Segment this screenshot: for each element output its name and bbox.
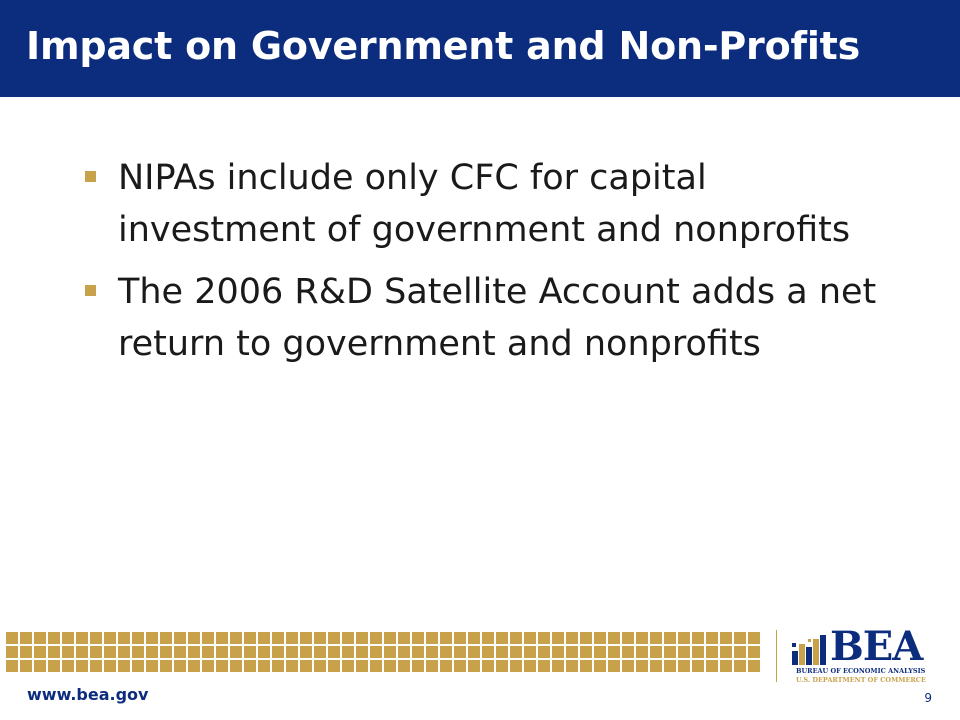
decorative-tile-band [4,630,760,672]
bullet-text: The 2006 R&D Satellite Account adds a net return to government and nonprofits [118,272,877,364]
bullet-text: NIPAs include only CFC for capital investment of government and nonprofits [118,158,851,250]
bea-wordmark: BEA [830,623,923,670]
page-number: 9 [924,691,932,705]
site-url-link[interactable]: www.bea.gov [27,685,149,704]
square-bullet-icon [85,171,96,182]
square-bullet-icon [85,285,96,296]
bea-agency-name: BUREAU OF ECONOMIC ANALYSIS [796,667,926,675]
footer-divider [776,630,777,682]
bea-department-name: U.S. DEPARTMENT OF COMMERCE [796,676,926,684]
bullet-item [80,266,900,370]
bar-chart-logo-icon [792,633,832,665]
bea-logo [792,623,932,687]
title-bar [0,0,960,97]
bullet-item [80,152,900,256]
bullet-list [80,152,900,380]
slide-title: Impact on Government and Non-Profits [26,24,861,68]
